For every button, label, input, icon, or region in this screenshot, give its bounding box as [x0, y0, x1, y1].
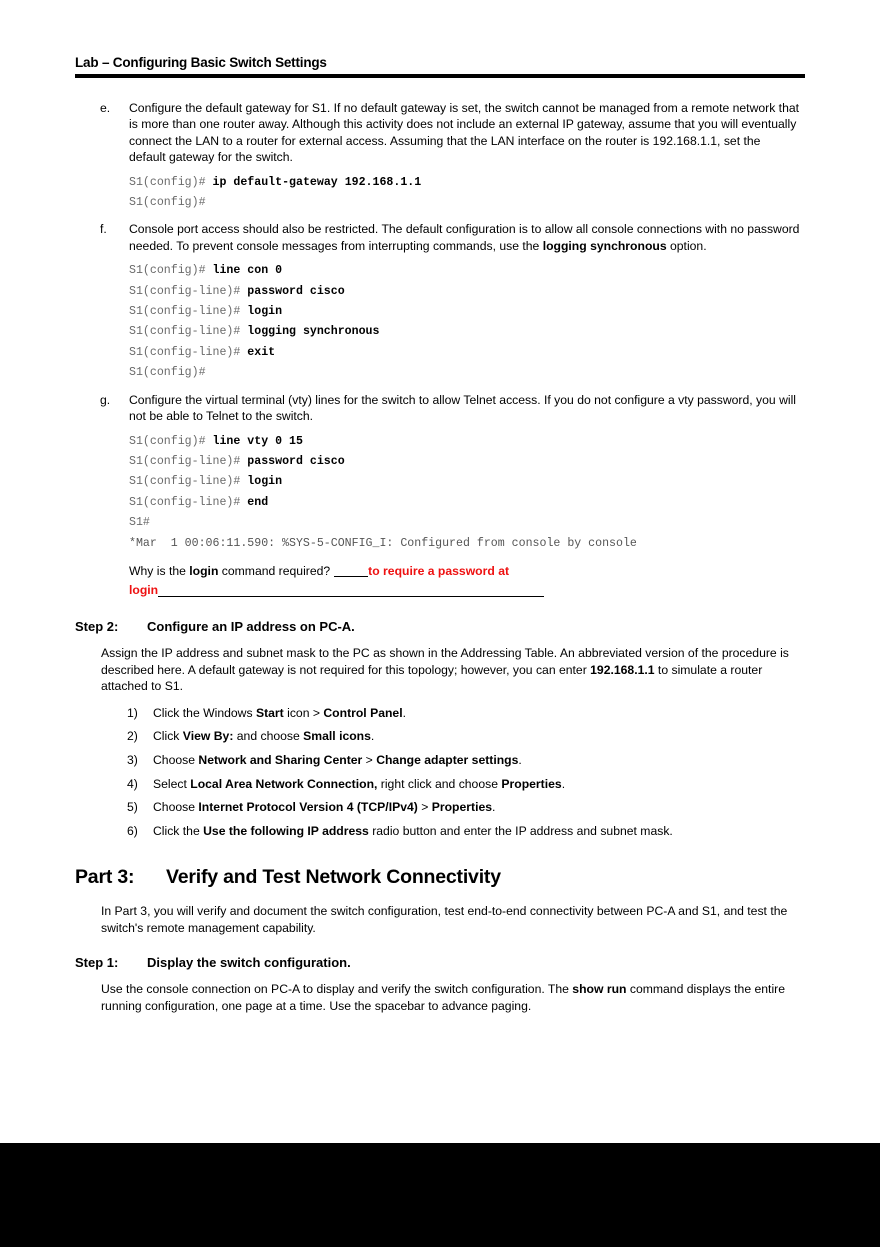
numbered-list-item: [0, 728, 880, 745]
cli-prompt: S1#: [129, 516, 150, 530]
plain-text: Select: [153, 776, 191, 791]
numbered-list-marker: 5): [127, 800, 138, 815]
emphasis-text: Network and Sharing Center: [198, 752, 363, 767]
part3-label: Part 3:: [75, 866, 135, 889]
question-suffix: command required?: [218, 563, 331, 578]
numbered-list-item: [0, 705, 880, 722]
emphasis-text: Start: [255, 705, 284, 720]
numbered-list-marker: 3): [127, 752, 138, 767]
plain-text: Click the Windows: [153, 705, 256, 720]
part3-title: Verify and Test Network Connectivity: [166, 866, 501, 889]
plain-text: Use the console connection on PC-A to display and verify the switch configuration. The: [101, 982, 573, 997]
cli-prompt: S1(config-line)#: [129, 284, 248, 298]
plain-text: radio button and enter the IP address and subnet mask.: [368, 823, 673, 838]
numbered-list-marker: 1): [127, 705, 138, 720]
plain-text: Click the: [153, 823, 204, 838]
cli-line: [129, 472, 880, 492]
answer-text-line1: to require a password at: [368, 563, 510, 578]
cli-prompt: S1(config)#: [129, 175, 213, 189]
plain-text: Console port access should also be restricted. The default configuration is to allow all console connections with no password needed. To prevent console messages from interrupting commands, use the: [129, 222, 800, 253]
cli-command: ip default-gateway 192.168.1.1: [212, 175, 422, 189]
plain-text: .: [561, 776, 566, 791]
numbered-list-item: [0, 776, 880, 793]
plain-text: Configure the virtual terminal (vty) lines for the switch to allow Telnet access. If you do not configure a vty password, you will not be able to Telnet to the switch.: [129, 392, 797, 424]
numbered-list-item: [0, 799, 880, 816]
syslog-message: *Mar 1 00:06:11.590: %SYS-5-CONFIG_I: Configured from console by console: [129, 536, 637, 550]
emphasis-text: Local Area Network Connection,: [190, 776, 378, 791]
numbered-list-marker: 4): [127, 776, 138, 791]
cli-command: login: [247, 305, 283, 319]
plain-text: >: [362, 752, 377, 767]
question-line-2: [129, 581, 800, 600]
cli-block-e: [0, 173, 880, 214]
plain-text: .: [518, 752, 522, 767]
plain-text: and choose: [233, 729, 304, 744]
list-marker-g: g.: [100, 392, 111, 407]
plain-text: Choose: [153, 800, 199, 815]
cli-prompt: S1(config)#: [129, 264, 213, 278]
cli-prompt: S1(config-line)#: [129, 345, 248, 359]
cli-prompt: S1(config)#: [129, 434, 213, 448]
plain-text: Assign the IP address and subnet mask to the PC as shown in the Addressing Table. An abbreviated version of the procedure is described here. A default gateway is not required for this topology; however, you can enter: [101, 645, 789, 677]
cli-line: [129, 432, 880, 452]
question-bold-term: login: [189, 563, 219, 578]
plain-text: right click and choose: [377, 776, 502, 791]
cli-line: [129, 363, 880, 383]
emphasis-text: show run: [572, 982, 627, 997]
plain-text: Choose: [153, 752, 199, 767]
cli-prompt: S1(config)#: [129, 196, 213, 210]
cli-line: [129, 493, 880, 513]
emphasis-text: 192.168.1.1: [590, 662, 655, 677]
cli-line: [129, 261, 880, 281]
plain-text: icon >: [283, 705, 324, 720]
numbered-list-item: [0, 823, 880, 840]
part3-intro: In Part 3, you will verify and document the switch configuration, test end-to-end connectivity between PC-A and S1, and test the switch's remote management capability.: [101, 904, 788, 935]
plain-text: >: [417, 800, 432, 815]
question-line-1: [129, 562, 800, 581]
emphasis-text: Internet Protocol Version 4 (TCP/IPv4): [198, 800, 418, 815]
cli-command: login: [247, 475, 283, 489]
list-item-f: [0, 221, 880, 254]
cli-command: exit: [247, 345, 276, 359]
part3-step1-title: Display the switch configuration.: [147, 955, 351, 971]
cli-line: [129, 322, 880, 342]
plain-text: command displays the entire running configuration, one page at a time. Use the spacebar to advance paging.: [101, 982, 785, 1014]
cli-prompt: S1(config-line)#: [129, 305, 248, 319]
question-prefix: Why is the: [129, 563, 190, 578]
plain-text: .: [402, 705, 406, 720]
plain-text: Configure the default gateway for S1. If no default gateway is set, the switch cannot be managed from a remote network that is more than one router away. Although this activity does not include an external IP gateway, assume that you will eventually connect the LAN to a router for external access. Assuming that the LAN interface on the router is 192.168.1.1, set the default gateway for the switch.: [129, 101, 800, 165]
header-title: Lab – Configuring Basic Switch Settings: [75, 55, 327, 70]
emphasis-text: Small icons: [303, 729, 371, 744]
step2-paragraph: [0, 645, 880, 695]
cli-prompt: S1(config-line)#: [129, 454, 248, 468]
cli-command: line vty 0 15: [212, 434, 303, 448]
list-text-e: [129, 100, 800, 166]
plain-text: Click: [153, 729, 183, 744]
cli-line: [129, 193, 880, 213]
cli-command: logging synchronous: [247, 325, 380, 339]
step2-title: Configure an IP address on PC-A.: [147, 618, 355, 634]
part3-heading: [0, 865, 880, 889]
emphasis-text: Properties: [431, 800, 493, 815]
cli-command: line con 0: [212, 264, 283, 278]
cli-line: [129, 452, 880, 472]
list-text-f: [129, 221, 800, 254]
plain-text: .: [370, 729, 375, 744]
numbered-list-marker: 6): [127, 823, 138, 838]
cli-block-f: [0, 261, 880, 383]
emphasis-text: Change adapter settings: [376, 752, 519, 767]
cli-command: end: [247, 495, 269, 509]
emphasis-text: Control Panel: [323, 705, 403, 720]
list-marker-e: e.: [100, 101, 111, 115]
answer-text-line2: login: [129, 582, 159, 597]
cli-line: [129, 173, 880, 193]
plain-text: .: [492, 800, 496, 815]
bottom-black-band: [0, 1143, 880, 1247]
cli-line: [129, 282, 880, 302]
list-text-g: [129, 392, 800, 425]
cli-line: [129, 302, 880, 322]
document-content: [0, 100, 880, 1023]
cli-prompt: S1(config-line)#: [129, 475, 248, 489]
numbered-list-item: [0, 752, 880, 769]
cli-line: [129, 513, 880, 533]
list-marker-f: f.: [100, 222, 107, 237]
cli-line: [129, 343, 880, 363]
step2-heading: [0, 618, 880, 635]
step2-numbered-list: [0, 705, 880, 840]
step2-label: Step 2:: [75, 618, 119, 634]
emphasis-text: View By:: [182, 729, 234, 744]
emphasis-text: Use the following IP address: [203, 823, 369, 838]
plain-text: option.: [666, 238, 707, 253]
cli-command: password cisco: [247, 454, 345, 468]
numbered-list-marker: 2): [127, 729, 138, 744]
page-header: [75, 55, 805, 78]
cli-prompt: S1(config-line)#: [129, 495, 248, 509]
cli-prompt: S1(config)#: [129, 366, 213, 380]
part3-step1-paragraph: [0, 981, 880, 1014]
cli-prompt: S1(config-line)#: [129, 325, 248, 339]
cli-lines-g: [129, 432, 880, 534]
plain-text: to simulate a router attached to S1.: [101, 662, 763, 694]
cli-command: password cisco: [247, 284, 345, 298]
part3-step1-label: Step 1:: [75, 955, 119, 971]
question-block: [0, 562, 880, 600]
answer-blank-rule: [334, 576, 368, 577]
header-divider: [75, 74, 805, 78]
list-item-e: [0, 100, 880, 166]
emphasis-text: logging synchronous: [542, 238, 667, 253]
answer-underline-rule: [158, 596, 544, 597]
emphasis-text: Properties: [501, 776, 562, 791]
cli-block-g: [0, 432, 880, 554]
part3-step1-heading: [0, 954, 880, 971]
list-item-g: [0, 392, 880, 425]
